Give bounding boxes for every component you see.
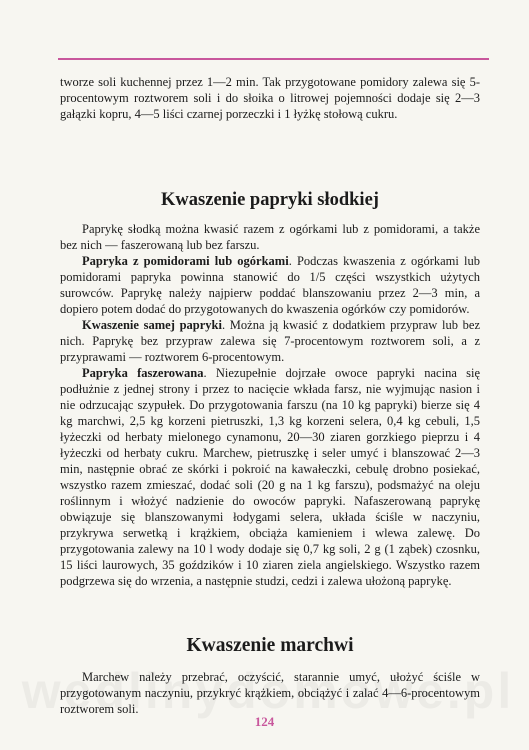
peppers-paragraph-1-text: . Podczas kwaszenia z ogórkami lub pomidorami papryka powinna stanowić do 1/5 części wszystkich użytych surowców. Paprykę należy najpierw poddać blanszowaniu przez 2—3 min, a dopiero potem dodać do przygotowanych do kwaszenia ogórków czy pomidorów. xyxy=(60,254,480,316)
section-title-carrots: Kwaszenie marchwi xyxy=(186,635,354,656)
peppers-intro: Paprykę słodką można kwasić razem z ogórkami lub z pomidorami, a także bez nich — faszerowaną lub bez farszu. xyxy=(60,222,480,252)
top-rule xyxy=(58,58,489,60)
peppers-paragraph-3-lead: Papryka faszerowana xyxy=(82,366,204,380)
peppers-paragraph-1-lead: Papryka z pomidorami lub ogórkami xyxy=(82,254,289,268)
watermark xyxy=(18,662,518,720)
peppers-paragraph-3-text: . Niezupełnie dojrzałe owoce papryki nacina się podłużnie z jednej strony i przez to nacięcie wkłada farsz, nie wyjmując nasion i nie odrzucając szypułek. Do przygotowania farszu (na 10 kg papryki) bierze się 4 kg marchwi, 2,5 kg korzeni pietruszki, 1,3 kg korzeni selera, 0,4 kg cebuli, 1,5 łyżeczki od herbaty mielonego cynamonu, 20—30 ziaren gorzkiego pieprzu i 4 łyżeczki od herbaty cukru. Marchew, pietruszkę i seler umyć i blanszować 2—3 min, następnie obrać ze skórki i pokroić na kawałeczki, cebulę drobno posiekać, wszystko razem zmieszać, dodać soli (20 g na 1 kg farszu), podsmażyć na oleju roślinnym i włożyć nadzienie do owoców papryki. Nafaszerowaną paprykę obwiązuje się blanszowanymi łodygami selera, układa ściśle w naczyniu, przykrywa serwetką i krążkiem, obciąża kamieniem i wlewa zalewę. Do przygotowania zalewy na 10 l wody dodaje się 0,7 kg soli, 2 g (1 ząbek) czosnku, 15 liści laurowych, 35 goździków i 10 ziaren ziela angielskiego. Wszystko razem podgrzewa się do wrzenia, a następnie studzi, cedzi i zalewa ułożoną paprykę. xyxy=(60,366,480,588)
peppers-paragraph-2-text: . Można ją kwasić z dodatkiem przypraw lub bez nich. Paprykę bez przypraw zalewa się 7-procentowym roztworem soli, a z przyprawami — roztworem 6-procentowym. xyxy=(60,318,480,364)
peppers-paragraph-1 xyxy=(60,253,480,317)
peppers-paragraph-3 xyxy=(60,365,480,589)
section-title-peppers: Kwaszenie papryki słodkiej xyxy=(161,190,379,210)
page-content xyxy=(60,74,480,717)
page-number: 124 xyxy=(254,714,275,729)
peppers-paragraph-2 xyxy=(60,317,480,365)
carrots-paragraph: Marchew należy przebrać, oczyścić, starannie umyć, ułożyć ściśle w przygotowanym naczyniu, przykryć krążkiem, obciążyć i zalać 4—6-procentowym roztworem soli. xyxy=(60,670,480,716)
peppers-paragraph-2-lead: Kwaszenie samej papryki xyxy=(82,318,222,332)
continuation-paragraph: tworze soli kuchennej przez 1—2 min. Tak przygotowane pomidory zalewa się 5-procentowym roztworem soli i do słoika o litrowej pojemności dodaje się 2—3 gałązki kopru, 4—5 liści czarnej porzeczki i 1 łyżkę stołową cukru. xyxy=(60,75,480,121)
